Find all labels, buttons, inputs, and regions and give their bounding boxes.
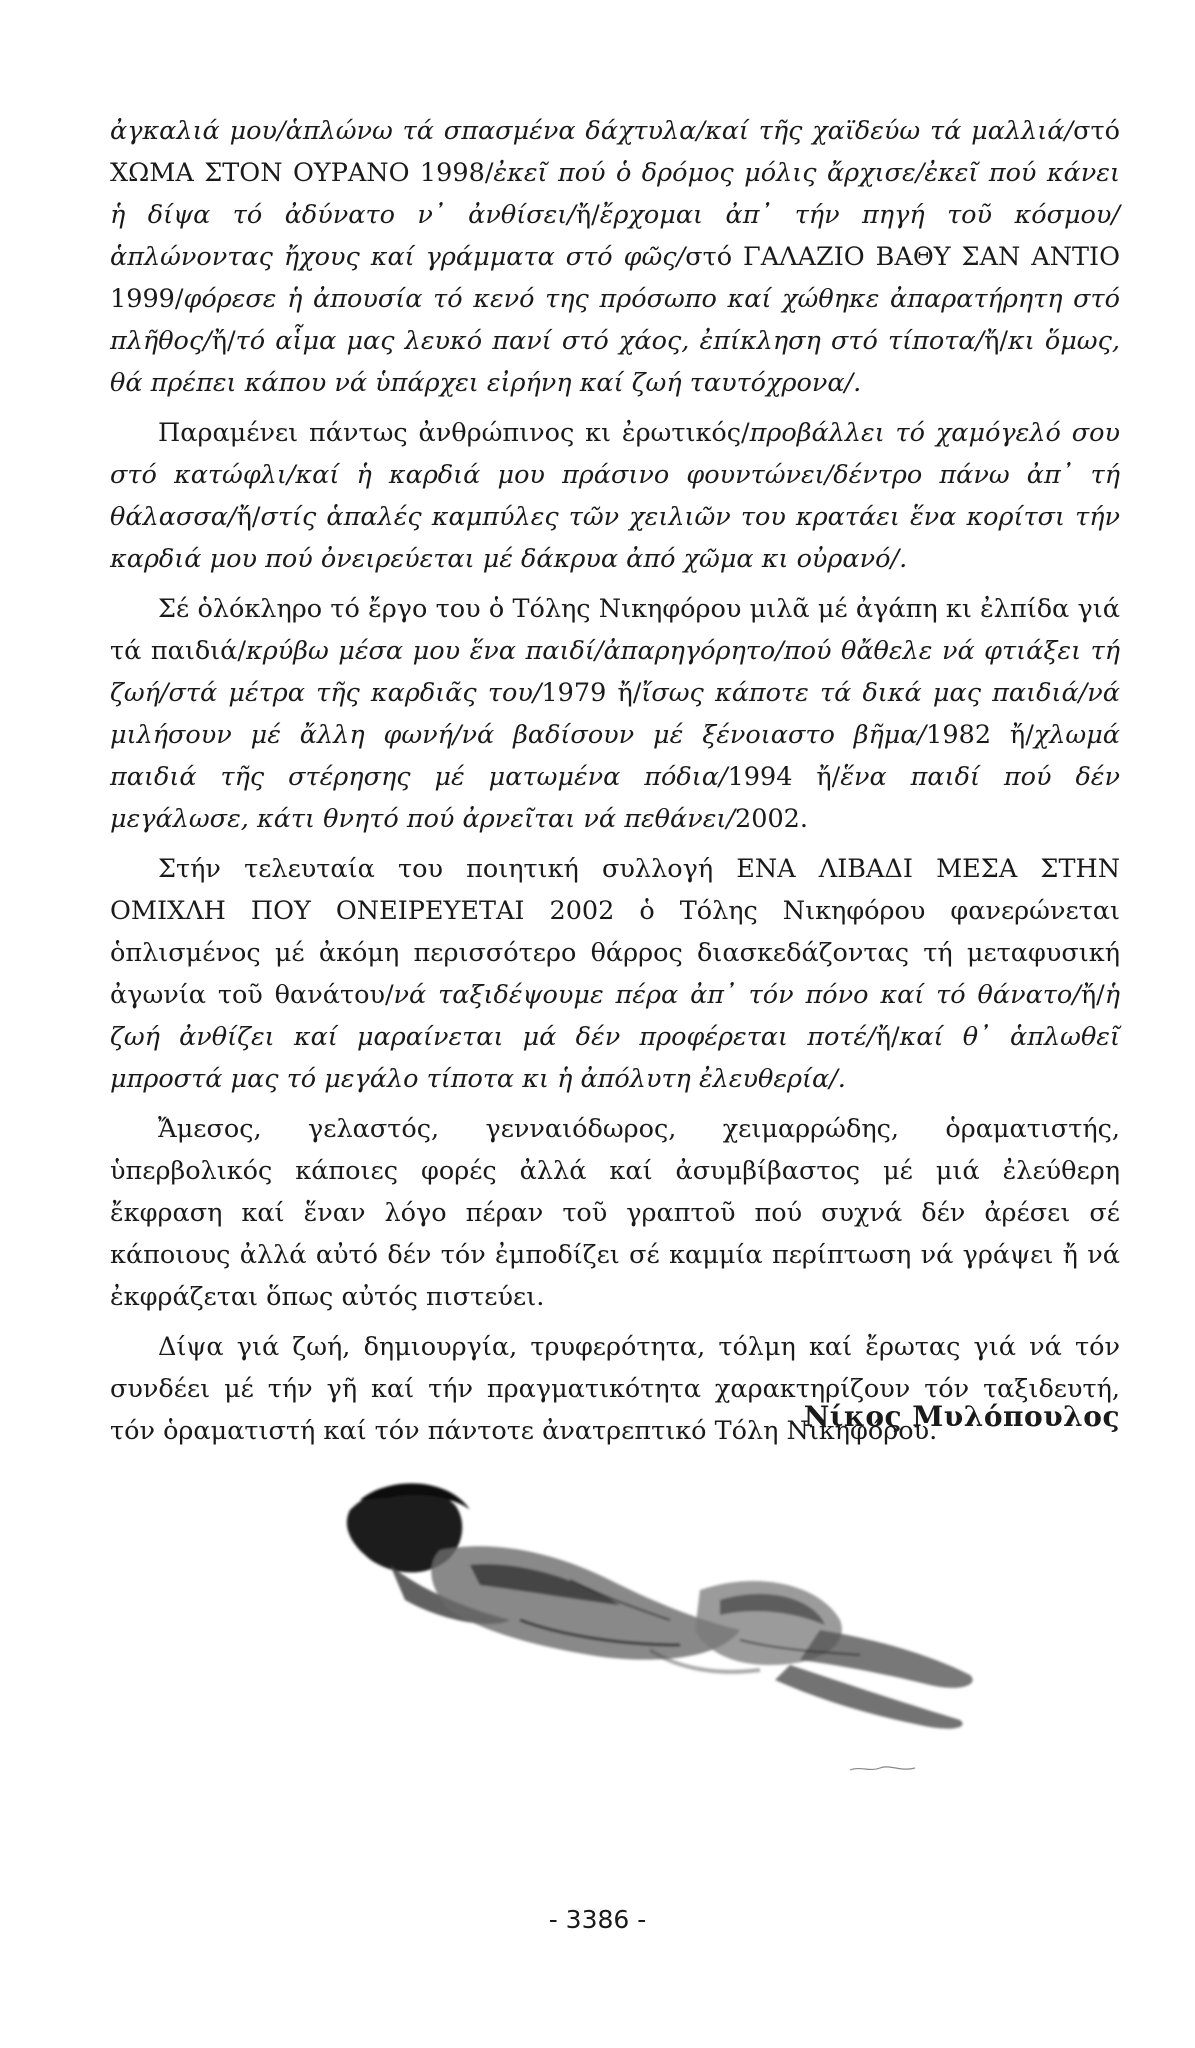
prose-text: 1982 ἤ/: [926, 720, 1034, 750]
sketch-drawing: [320, 1470, 1000, 1790]
prose-text: Δίψα γιά ζωή, δημιουργία, τρυφερότητα, τόλμη καί ἔρωτας γιά νά τόν συνδέει μέ τήν γῆ καί τήν πραγματικότητα χαρακτηρίζουν τόν ταξιδευτή, τόν ὁραματιστή καί τόν πάντοτε ἀνατρεπτικό Τόλη Νικηφόρου.: [110, 1332, 1120, 1446]
quoted-verse: ἡ ζωή ἀνθίζει καί μαραίνεται μά δέν προφέρεται ποτέ/: [110, 980, 1121, 1052]
quoted-verse: στίς ἁπαλές καμπύλες τῶν χειλιῶν του κρατάει ἕνα κορίτσι τήν καρδιά μου πού ὀνειρεύεται μέ δάκρυα ἀπό χῶμα κι οὐρανό/.: [110, 502, 1120, 574]
page-number: - 3386 -: [548, 1905, 647, 1934]
quoted-verse: κι ὅμως, θά πρέπει κάπου νά ὑπάρχει εἰρήνη καί ζωή ταυτόχρονα/.: [110, 326, 1120, 398]
quoted-verse: προβάλλει τό χαμόγελό σου στό κατώφλι/καί ἡ καρδιά μου πράσινο φουντώνει/δέντρο πάνω ἀπ᾽ τή θάλασσα/: [110, 418, 1120, 532]
prose-text: Σέ ὁλόκληρο τό ἔργο του ὁ Τόλης Νικηφόρου μιλᾶ μέ ἀγάπη κι ἐλπίδα γιά τά παιδιά/: [110, 594, 1120, 666]
quoted-verse: ἕνα παιδί πού δέν μεγάλωσε, κάτι θνητό πού ἀρνεῖται νά πεθάνει/: [110, 762, 1120, 834]
prose-text: ἤ/: [575, 200, 600, 230]
paragraph: [110, 110, 1120, 404]
artist-mark: [850, 1767, 915, 1770]
text-body: [110, 110, 1120, 1460]
quoted-verse: χλωμά παιδιά τῆς στέρησης μέ ματωμένα πόδια/: [110, 720, 1121, 792]
quoted-verse: κρύβω μέσα μου ἕνα παιδί/ἀπαρηγόρητο/πού θἄθελε νά φτιάξει τή ζωή/στά μέτρα τῆς καρδιᾶς του/: [110, 636, 1120, 708]
quoted-verse: ἔρχομαι ἀπ᾽ τήν πηγή τοῦ κόσμου/ἁπλώνοντας ἤχους καί γράμματα στό φῶς/: [110, 200, 1120, 272]
paragraph: [110, 588, 1120, 840]
quoted-verse: ἐκεῖ πού ὁ δρόμος μόλις ἄρχισε/ἐκεῖ πού κάνει ἡ δίψα τό ἀδύνατο ν᾽ ἀνθίσει/: [110, 158, 1120, 230]
author-signature: Νίκος Μυλόπουλος: [803, 1400, 1120, 1433]
prose-text: ἤ/: [875, 1022, 900, 1052]
prose-text: Στήν τελευταία του ποιητική συλλογή ΕΝΑ ΛΙΒΑΔΙ ΜΕΣΑ ΣΤΗΝ ΟΜΙΧΛΗ ΠΟΥ ΟΝΕΙΡΕΥΕΤΑΙ 2002 ὁ Τόλης Νικηφόρου φανερώνεται ὁπλισμένος μέ ἀκόμη περισσότερο θάρρος διασκεδάζοντας τή μεταφυσική ἀγωνία τοῦ θανάτου/: [110, 854, 1120, 1010]
reclining-figure-illustration: [320, 1470, 1000, 1790]
prose-text: στό ΓΑΛΑΖΙΟ ΒΑΘΥ ΣΑΝ ΑΝΤΙΟ 1999/: [110, 242, 1121, 314]
prose-text: ἤ/: [211, 326, 236, 356]
prose-text: 1994 ἤ/: [727, 762, 841, 792]
quoted-verse: καί θ᾽ ἁπλωθεῖ μπροστά μας τό μεγάλο τίποτα κι ἡ ἀπόλυτη ἐλευθερία/.: [110, 1022, 1120, 1094]
prose-text: ἤ/: [984, 326, 1008, 356]
prose-text: ἤ/: [1080, 980, 1105, 1010]
quoted-verse: ἀγκαλιά μου/ἁπλώνω τά σπασμένα δάχτυλα/καί τῆς χαϊδεύω τά μαλλιά/: [110, 116, 1074, 146]
paragraph: [110, 412, 1120, 580]
prose-text: 2002.: [735, 804, 809, 834]
prose-text: στό ΧΩΜΑ ΣΤΟΝ ΟΥΡΑΝΟ 1998/: [110, 116, 1120, 188]
quoted-verse: τό αἷμα μας λευκό πανί στό χάος, ἐπίκληση στό τίποτα/: [235, 326, 985, 356]
prose-text: Ἄμεσος, γελαστός, γενναιόδωρος, χειμαρρώδης, ὁραματιστής, ὑπερβολικός κάποιες φορές ἀλλά καί ἀσυμβίβαστος μέ μιά ἐλεύθερη ἔκφραση καί ἕναν λόγο πέραν τοῦ γραπτοῦ πού συχνά δέν ἀρέσει σέ κάποιους ἀλλά αὐτό δέν τόν ἐμποδίζει σέ καμμία περίπτωση νά γράψει ἤ νά ἐκφράζεται ὅπως αὐτός πιστεύει.: [110, 1114, 1120, 1312]
paragraph: [110, 1108, 1120, 1318]
prose-text: 1979 ἤ/: [541, 678, 642, 708]
quoted-verse: ἴσως κάποτε τά δικά μας παιδιά/νά μιλήσουν μέ ἄλλη φωνή/νά βαδίσουν μέ ξένοιαστο βῆμα/: [110, 678, 1120, 750]
paragraph: [110, 1326, 1120, 1452]
paragraph: [110, 848, 1120, 1100]
quoted-verse: φόρεσε ἡ ἀπουσία τό κενό της πρόσωπο καί χώθηκε ἀπαρατήρητη στό πλῆθος/: [110, 284, 1120, 356]
prose-text: Παραμένει πάντως ἀνθρώπινος κι ἐρωτικός/: [158, 418, 750, 448]
prose-text: ἤ/: [236, 502, 261, 532]
quoted-verse: νά ταξιδέψουμε πέρα ἀπ᾽ τόν πόνο καί τό θάνατο/: [393, 980, 1081, 1010]
